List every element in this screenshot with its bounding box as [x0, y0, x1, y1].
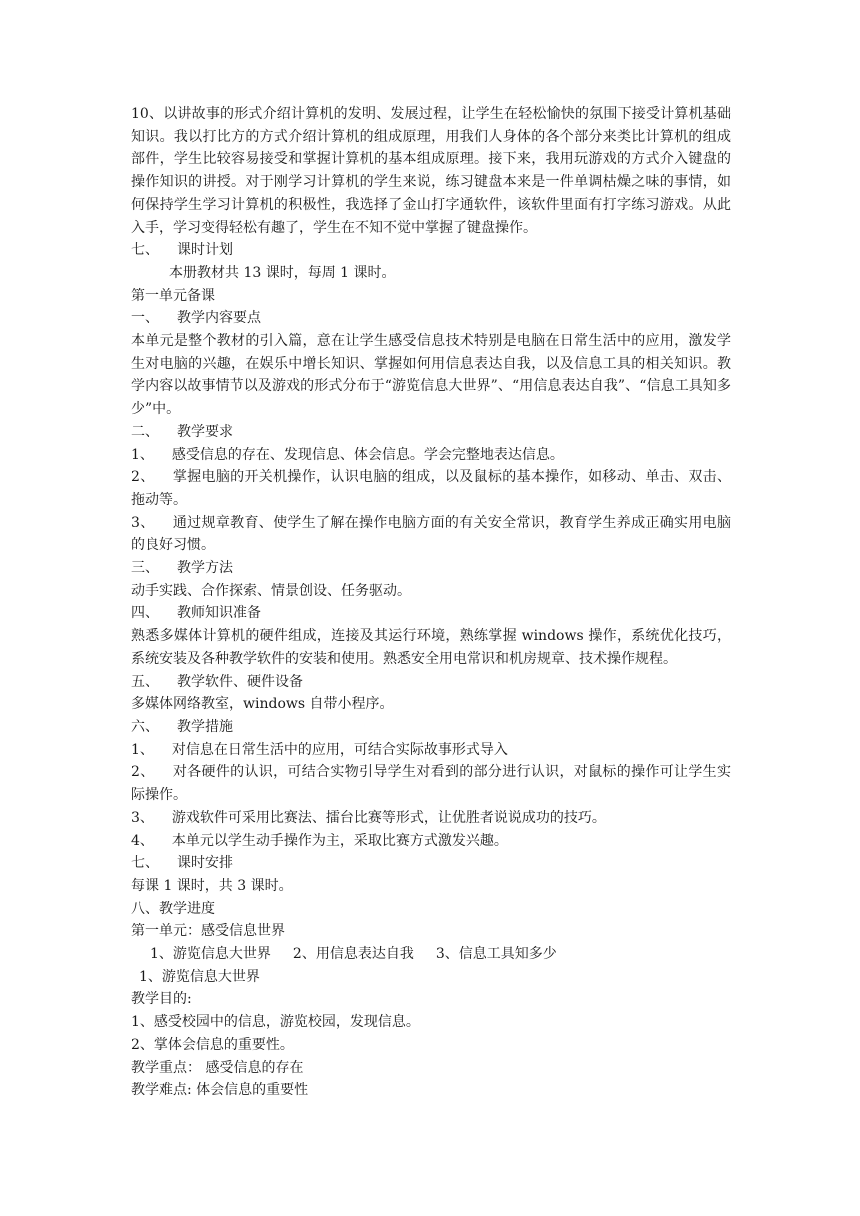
section-number: 三、: [131, 560, 159, 577]
objectives-label: 教学目的:: [131, 991, 192, 1008]
list-item: [131, 807, 731, 830]
unit1-heading: 第一单元备课: [131, 287, 215, 304]
key-point: [131, 1057, 731, 1080]
item-text: 通过规章教育、使学生了解在操作电脑方面的有关安全常识，教育学生养成正确实用电脑的良好习惯。: [131, 514, 731, 554]
document-page: [131, 103, 731, 1102]
unit1-title: 第一单元：感受信息世界: [131, 923, 285, 940]
section-title: 教学方法: [177, 560, 233, 577]
lesson-plan-text: 本册教材共 13 课时，每周 1 课时。: [169, 264, 396, 281]
item-text: 感受信息的存在、发现信息、体会信息。学会完整地表达信息。: [171, 446, 564, 463]
requirements-list: [131, 444, 731, 558]
difficulty-label: 教学难点:: [131, 1082, 192, 1099]
section-title: 教学措施: [177, 718, 233, 735]
intro-paragraph: 10、以讲故事的形式介绍计算机的发明、发展过程，让学生在轻松愉快的氛围下接受计算机基础知识。我以打比方的方式介绍计算机的组成原理，用我们人身体的各个部分来类比计算机的组成部件，学生比较容易接受和掌握计算机的基本组成原理。接下来，我用玩游戏的方式介入键盘的操作知识的讲授。对于刚学习计算机的学生来说，练习键盘本来是一件单调枯燥之味的事情，如何保持学生学习计算机的积极性，我选择了金山打字通软件，该软件里面有打字练习游戏。从此入手，学习变得轻松有趣了，学生在不知不觉中掌握了键盘操作。: [131, 106, 731, 236]
section-title: 教师知识准备: [177, 605, 261, 622]
progress-heading: 八、教学进度: [131, 900, 215, 917]
item-text: 游戏软件可采用比赛法、擂台比赛等形式，让优胜者说说成功的技巧。: [171, 809, 606, 826]
key-point-text: 感受信息的存在: [205, 1059, 304, 1076]
item-number: 1、: [131, 446, 154, 463]
list-item: [131, 761, 731, 806]
item-number: 3、: [131, 514, 155, 531]
section-heading-lesson-plan: [131, 239, 731, 262]
item-number: 2、: [131, 469, 155, 486]
content-points-text: 本单元是整个教材的引入篇，意在让学生感受信息技术特别是电脑在日常生活中的应用，激发学生对电脑的兴趣，在娱乐中增长知识、掌握如何用信息表达自我，以及信息工具的相关知识。教学内容以故事情节以及游戏的形式分布于“游览信息大世界”、“用信息表达自我”、“信息工具知多少”中。: [131, 333, 731, 418]
difficulty: [131, 1079, 731, 1102]
list-item: [131, 830, 731, 853]
lesson-item: 2、用信息表达自我: [292, 946, 414, 963]
item-text: 对信息在日常生活中的应用，可结合实际故事形式导入: [171, 741, 508, 758]
item-text: 掌握电脑的开关机操作，认识电脑的组成，以及鼠标的基本操作，如移动、单击、双击、拖动等。: [131, 469, 731, 508]
section-title: 教学软件、硬件设备: [177, 673, 303, 690]
section-heading-measures: [131, 716, 731, 739]
list-item: [131, 444, 731, 467]
item-text: 对各硬件的认识，可结合实物引导学生对看到的部分进行认识，对鼠标的操作可让学生实际操作。: [131, 764, 731, 804]
methods-text: 动手实践、合作探索、情景创设、任务驱动。: [131, 582, 411, 599]
objective-item: 2、掌体会信息的重要性。: [131, 1036, 294, 1053]
section-number: 七、: [131, 855, 159, 872]
section-number: 二、: [131, 423, 159, 440]
difficulty-text: 体会信息的重要性: [196, 1082, 309, 1099]
measures-list: [131, 739, 731, 853]
item-number: 4、: [131, 832, 154, 849]
objective-item: 1、感受校园中的信息，游览校园，发现信息。: [131, 1014, 420, 1031]
section-title: 教学要求: [177, 423, 233, 440]
item-number: 2、: [131, 764, 155, 781]
item-number: 3、: [131, 809, 154, 826]
list-item: [131, 739, 731, 762]
unit1-lessons: [131, 943, 731, 966]
section-heading-requirements: [131, 421, 731, 444]
list-item: [131, 512, 731, 557]
section-number: 四、: [131, 605, 159, 622]
lesson1-title: 1、游览信息大世界: [139, 968, 260, 985]
section-number: 六、: [131, 718, 159, 735]
lesson-item: 1、游览信息大世界: [150, 946, 271, 963]
section-heading-content-points: [131, 307, 731, 330]
section-heading-teacher-prep: [131, 602, 731, 625]
section-title: 课时计划: [177, 242, 233, 259]
section-heading-equipment: [131, 671, 731, 694]
section-heading-methods: [131, 557, 731, 580]
section-title: 课时安排: [177, 855, 233, 872]
section-heading-schedule: [131, 852, 731, 875]
list-item: [131, 466, 731, 511]
schedule-text: 每课 1 课时，共 3 课时。: [131, 877, 293, 894]
equipment-text: 多媒体网络教室，windows 自带小程序。: [131, 696, 394, 713]
item-number: 1、: [131, 741, 154, 758]
section-number: 五、: [131, 673, 159, 690]
section-number: 一、: [131, 310, 159, 327]
item-text: 本单元以学生动手操作为主，采取比赛方式激发兴趣。: [171, 832, 508, 849]
key-point-label: 教学重点：: [131, 1059, 201, 1076]
teacher-prep-text: 熟悉多媒体计算机的硬件组成，连接及其运行环境，熟练掌握 windows 操作，系统优化技巧，系统安装及各种教学软件的安装和使用。熟悉安全用电常识和机房规章、技术操作规程。: [131, 628, 731, 667]
section-number: 七、: [131, 242, 159, 259]
lesson-item: 3、信息工具知多少: [435, 946, 557, 963]
section-title: 教学内容要点: [177, 310, 261, 327]
